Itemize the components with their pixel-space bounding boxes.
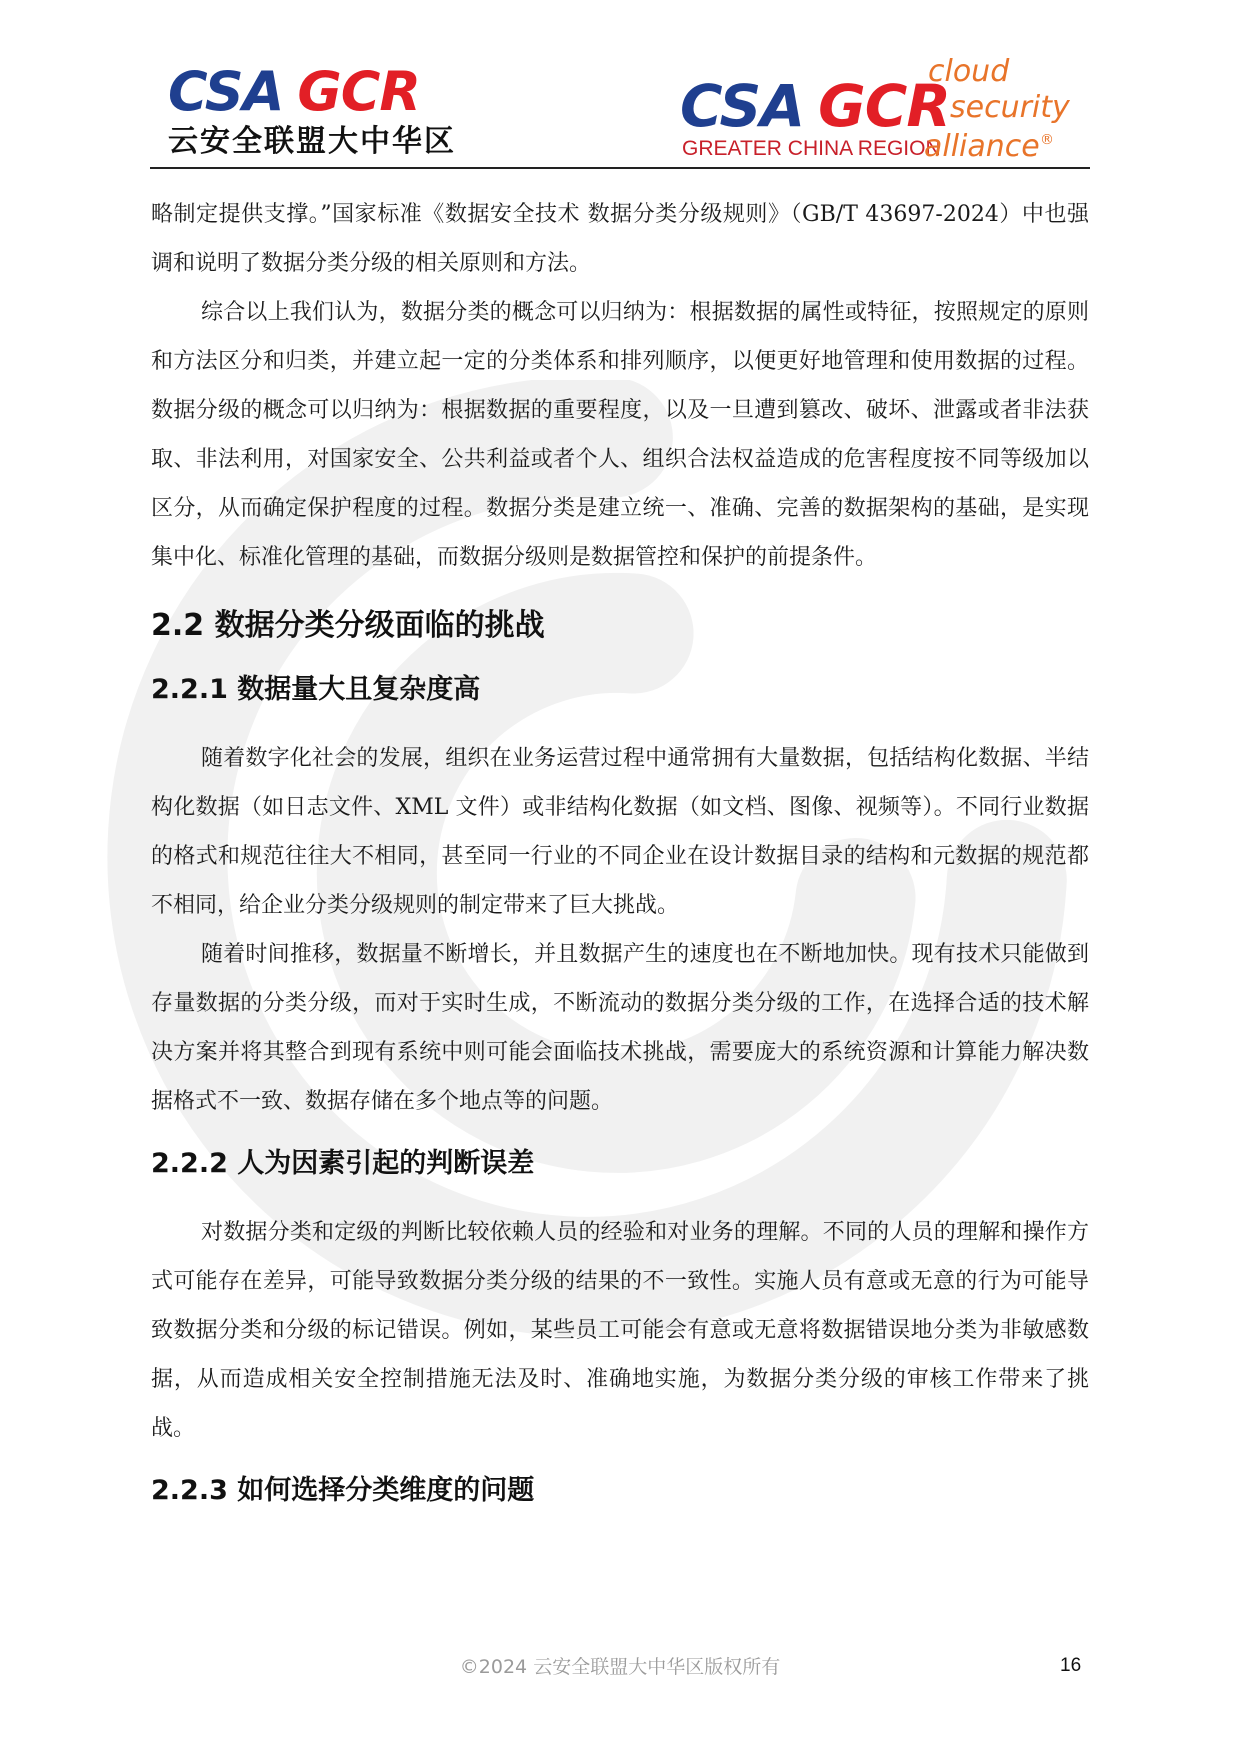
registered-mark: ® — [1040, 132, 1054, 148]
logo-word-cloud: cloud — [928, 54, 1010, 89]
logo-wordmark: CSA GCR — [680, 72, 951, 140]
logo-wordmark: CSA GCR — [168, 60, 420, 123]
logo-chinese-name: 云安全联盟大中华区 — [168, 124, 456, 159]
section-heading-2-2: 2.2 数据分类分级面临的挑战 — [151, 608, 545, 643]
csa-gcr-logo-left — [168, 60, 456, 162]
page-number: 16 — [1060, 1655, 1082, 1676]
header-divider — [150, 167, 1090, 169]
footer-copyright: ©2024 云安全联盟大中华区版权所有 — [459, 1656, 781, 1678]
csa-gcr-logo-right — [680, 56, 1100, 166]
paragraph: 对数据分类和定级的判断比较依赖人员的经验和对业务的理解。不同的人员的理解和操作方式可能存在差异，可能导致数据分类分级的结果的不一致性。实施人员有意或无意的行为可能导致数据分类和分级的标记错误。例如，某些员工可能会有意或无意将数据错误地分类为非敏感数据，从而造成相关安全控制措施无法及时、准确地实施，为数据分类分级的审核工作带来了挑战。 — [151, 1220, 1089, 1441]
section-heading-2-2-2: 2.2.2 人为因素引起的判断误差 — [151, 1148, 535, 1179]
paragraph: 随着时间推移，数据量不断增长，并且数据产生的速度也在不断地加快。现有技术只能做到存量数据的分类分级，而对于实时生成，不断流动的数据分类分级的工作，在选择合适的技术解决方案并将其整合到现有系统中则可能会面临技术挑战，需要庞大的系统资源和计算能力解决数据格式不一致、数据存储在多个地点等的问题。 — [151, 942, 1089, 1114]
logo-word-security: security — [950, 90, 1070, 125]
page-content — [151, 190, 1089, 1535]
paragraph: 综合以上我们认为，数据分类的概念可以归纳为：根据数据的属性或特征，按照规定的原则和方法区分和归类，并建立起一定的分类体系和排列顺序，以便更好地管理和使用数据的过程。数据分级的概念可以归纳为：根据数据的重要程度，以及一旦遭到篡改、破坏、泄露或者非法获取、非法利用，对国家安全、公共利益或者个人、组织合法权益造成的危害程度按不同等级加以区分，从而确定保护程度的过程。数据分类是建立统一、准确、完善的数据架构的基础，是实现集中化、标准化管理的基础，而数据分级则是数据管控和保护的前提条件。 — [151, 300, 1089, 570]
paragraph: 略制定提供支撑。”国家标准《数据安全技术 数据分类分级规则》（GB/T 43697-2024）中也强调和说明了数据分类分级的相关原则和方法。 — [151, 202, 1089, 276]
paragraph: 随着数字化社会的发展，组织在业务运营过程中通常拥有大量数据，包括结构化数据、半结构化数据（如日志文件、XML 文件）或非结构化数据（如文档、图像、视频等）。不同行业数据的格式和规范往往大不相同，甚至同一行业的不同企业在设计数据目录的结构和元数据的规范都不相同，给企业分类分级规则的制定带来了巨大挑战。 — [151, 746, 1089, 918]
section-heading-2-2-3: 2.2.3 如何选择分类维度的问题 — [151, 1475, 535, 1506]
logo-region-text: GREATER CHINA REGION — [682, 137, 941, 160]
logo-word-alliance: alliance — [924, 129, 1040, 164]
section-heading-2-2-1: 2.2.1 数据量大且复杂度高 — [151, 674, 481, 705]
